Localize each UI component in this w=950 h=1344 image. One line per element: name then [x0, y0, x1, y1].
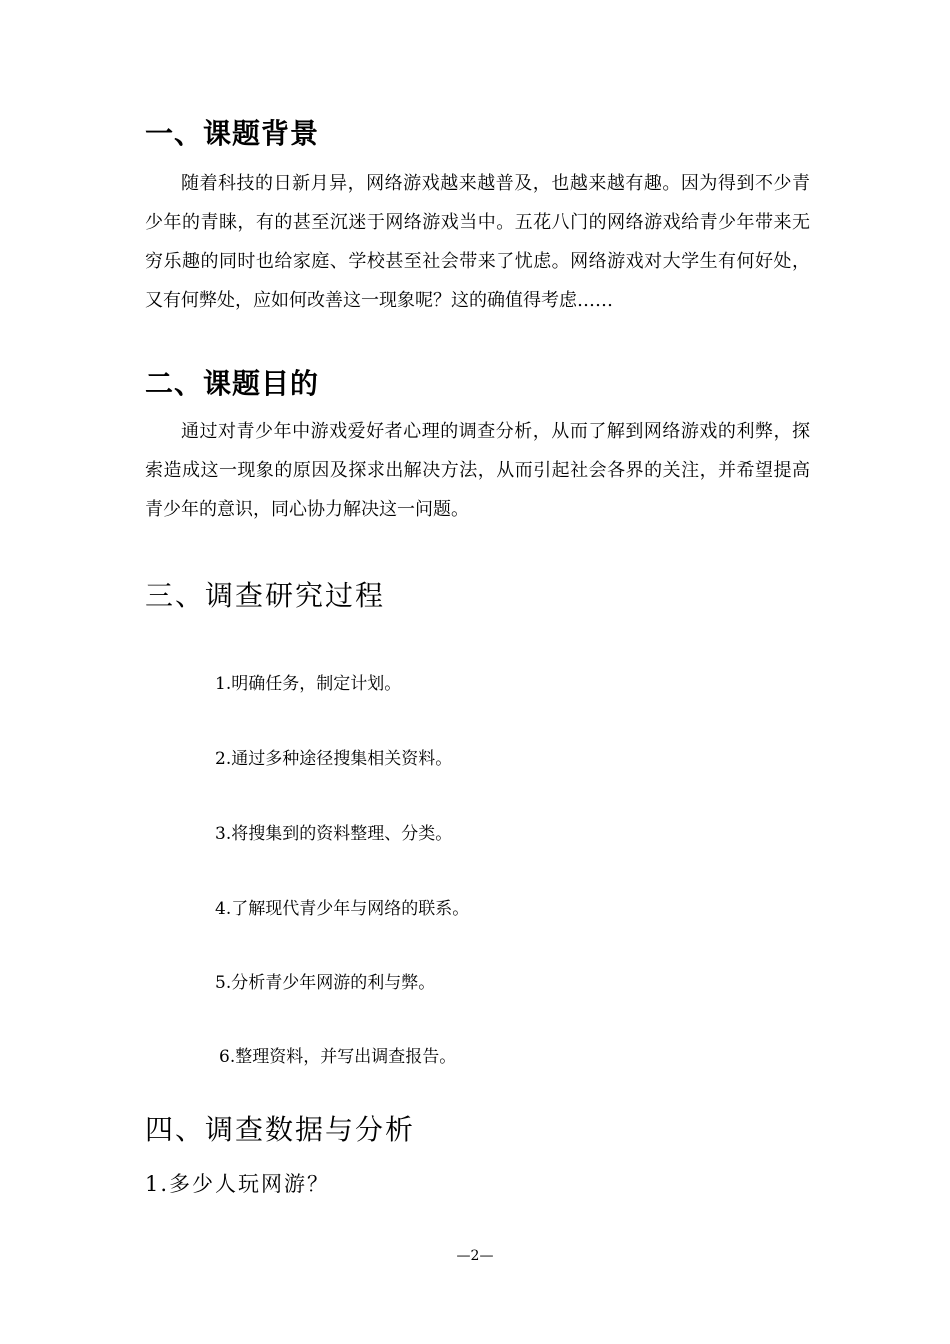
process-step-4: 4.了解现代青少年与网络的联系。	[215, 899, 470, 919]
subheading-how-many-play: 1.多少人玩网游？	[145, 1172, 331, 1196]
section-heading-background: 一、课题背景	[145, 117, 320, 150]
process-step-2: 2.通过多种途径搜集相关资料。	[215, 749, 453, 769]
page-number: —2—	[456, 1248, 494, 1264]
process-step-5: 5.分析青少年网游的利与弊。	[215, 973, 436, 993]
section-heading-purpose: 二、课题目的	[145, 367, 320, 400]
section-heading-process: 三、调查研究过程	[145, 579, 386, 612]
process-step-3: 3.将搜集到的资料整理、分类。	[215, 824, 453, 844]
process-step-6: 6.整理资料，并写出调查报告。	[219, 1047, 457, 1067]
process-step-1: 1.明确任务，制定计划。	[215, 674, 402, 694]
background-paragraph: 随着科技的日新月异，网络游戏越来越普及，也越来越有趣。因为得到不少青少年的青睐，有的甚至沉迷于网络游戏当中。五花八门的网络游戏给青少年带来无穷乐趣的同时也给家庭、学校甚至社会带来了忧虑。网络游戏对大学生有何好处，又有何弊处，应如何改善这一现象呢？这的确值得考虑……	[145, 173, 810, 311]
purpose-paragraph: 通过对青少年中游戏爱好者心理的调查分析，从而了解到网络游戏的利弊，探索造成这一现象的原因及探求出解决方法，从而引起社会各界的关注，并希望提高青少年的意识，同心协力解决这一问题。	[145, 421, 810, 520]
section-heading-data-analysis: 四、调查数据与分析	[145, 1113, 416, 1146]
